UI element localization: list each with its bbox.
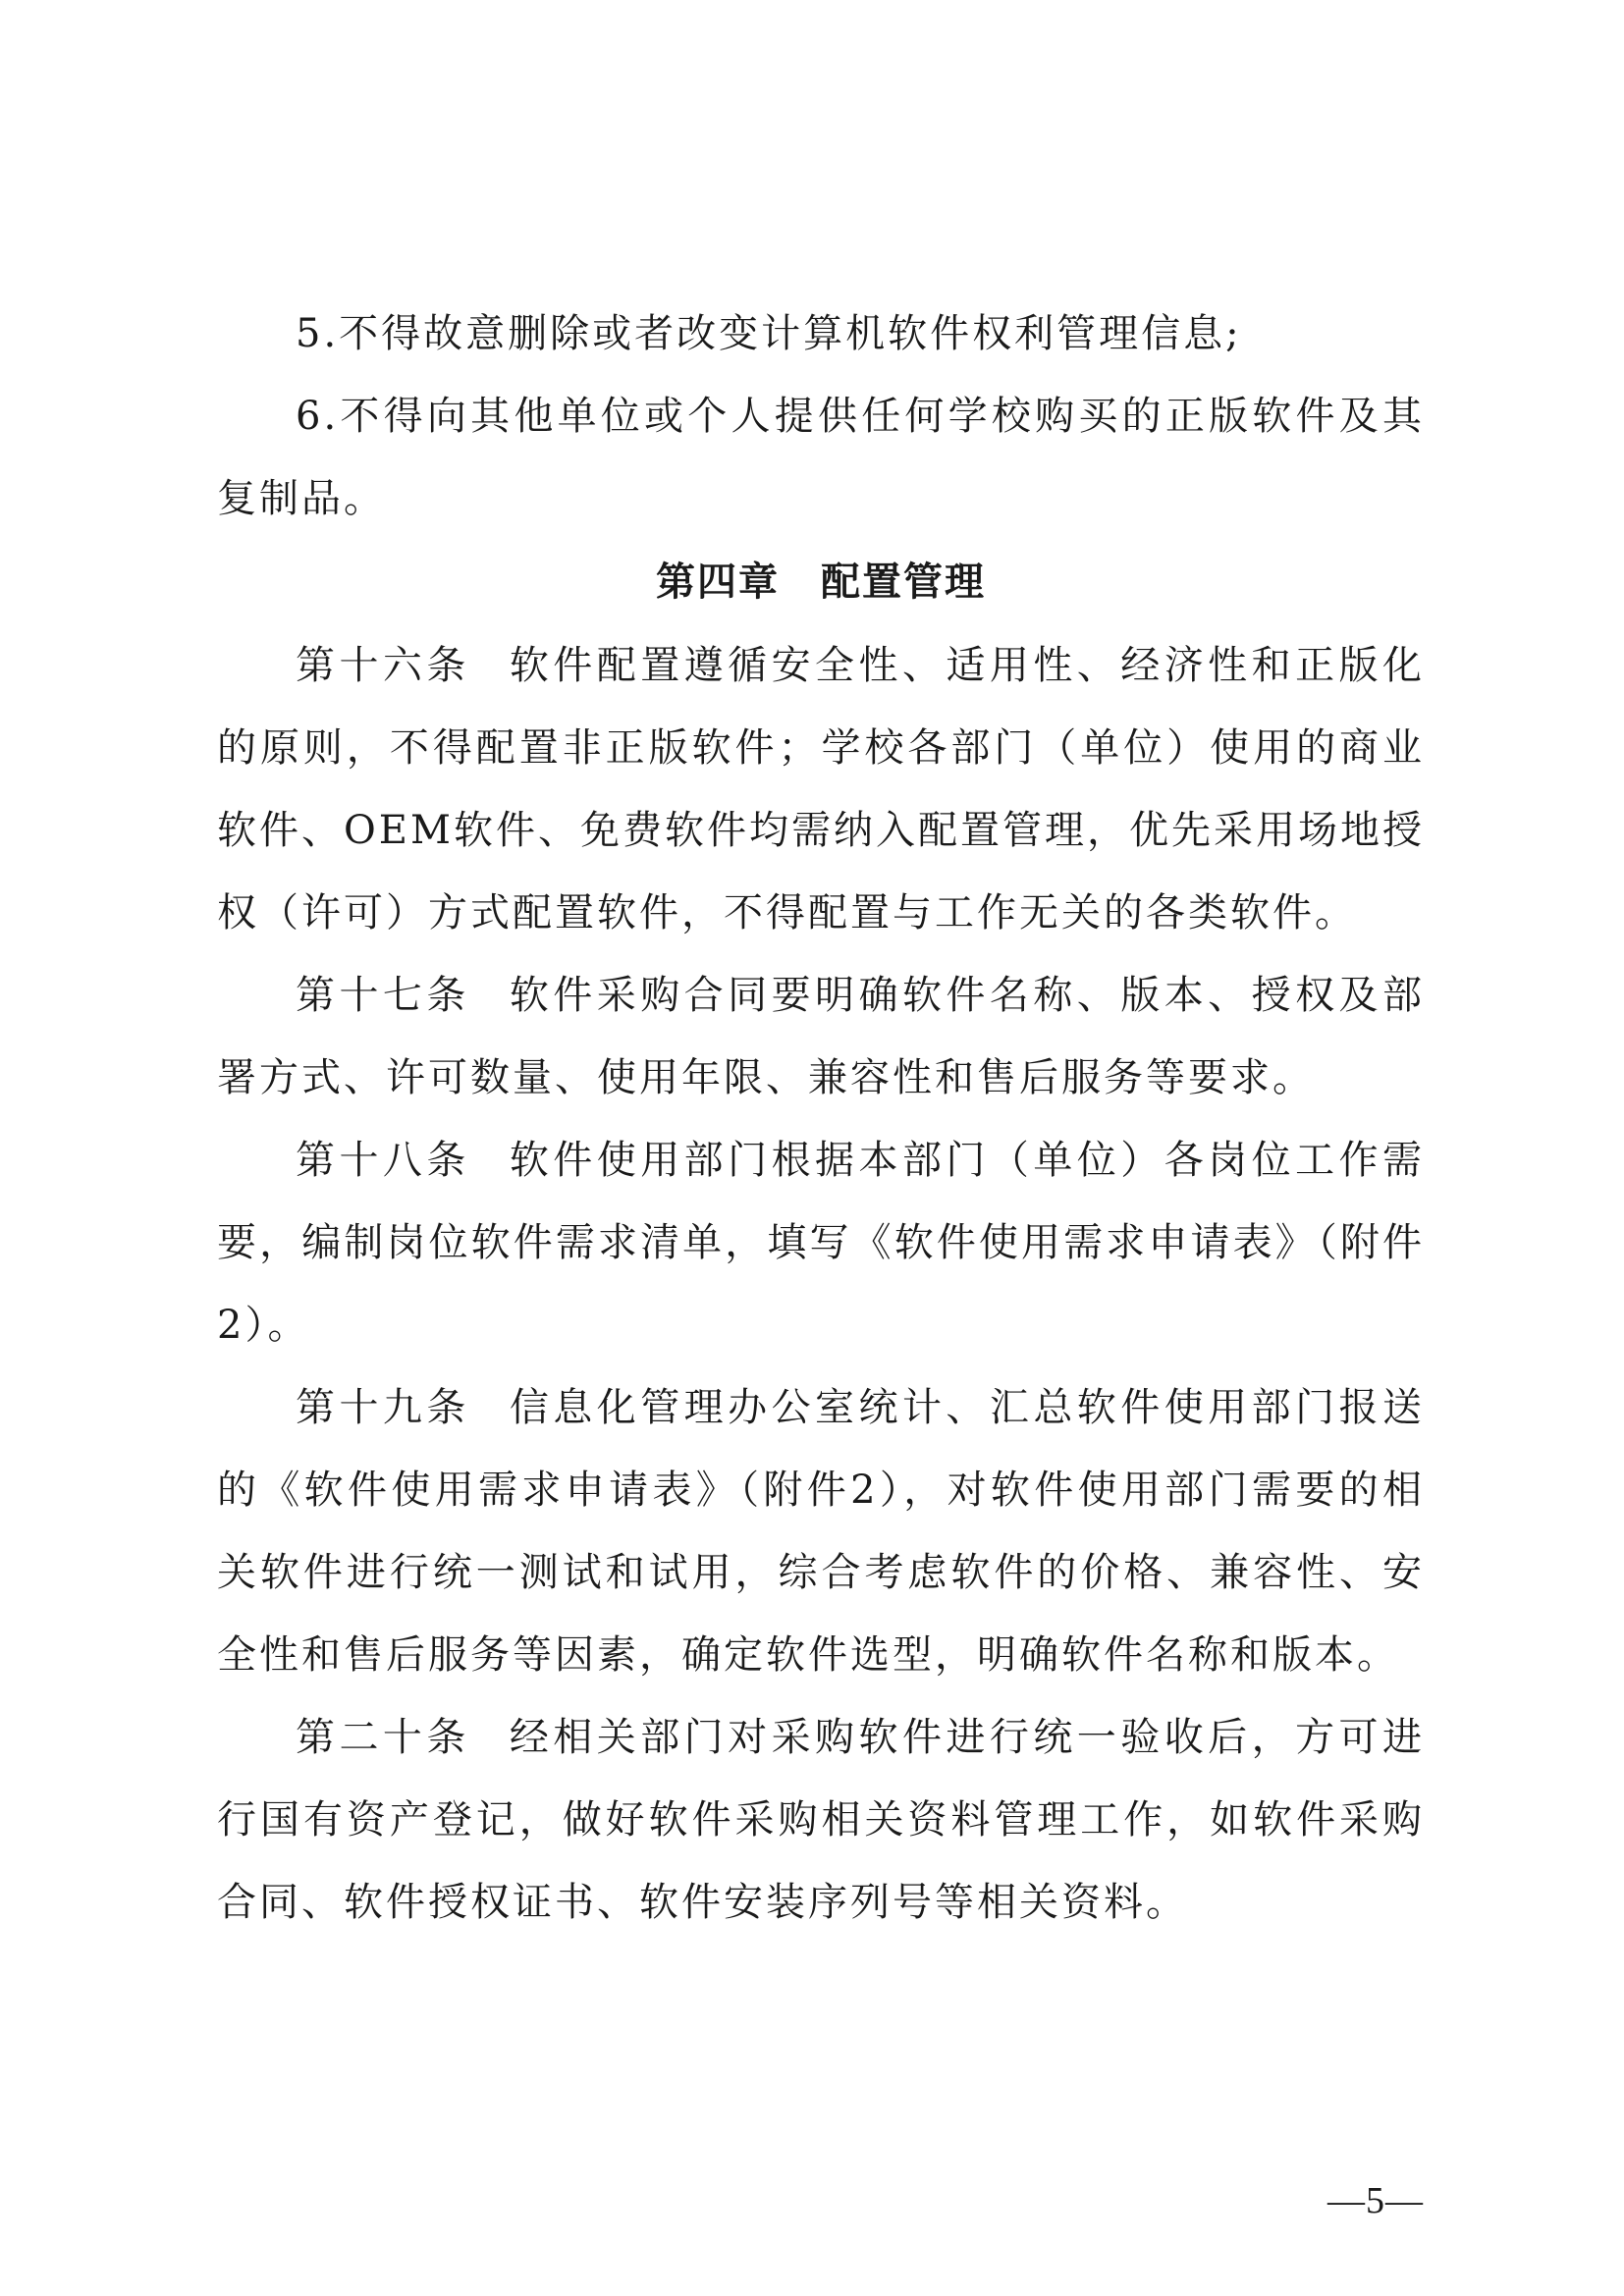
article-number: 第十六条 <box>296 643 470 688</box>
page-number: —5— <box>1327 2180 1424 2221</box>
article-number: 第十七条 <box>296 973 470 1018</box>
article-paragraph <box>217 1696 1425 1944</box>
article-paragraph <box>217 624 1425 954</box>
list-item: 6.不得向其他单位或个人提供任何学校购买的正版软件及其复制品。 <box>217 394 1425 521</box>
article-paragraph <box>217 1119 1425 1366</box>
article-text: 信息化管理办公室统计、汇总软件使用部门报送的《软件使用需求申请表》（附件2），对软件使用部门需要的相关软件进行统一测试和试用，综合考虑软件的价格、兼容性、安全性和售后服务等因素，确定软件选型，明确软件名称和版本。 <box>217 1385 1426 1678</box>
article-text: 软件配置遵循安全性、适用性、经济性和正版化的原则，不得配置非正版软件；学校各部门（单位）使用的商业软件、OEM软件、免费软件均需纳入配置管理，优先采用场地授权（许可）方式配置软件，不得配置与工作无关的各类软件。 <box>217 643 1426 935</box>
article-number: 第十八条 <box>296 1138 470 1183</box>
article-number: 第十九条 <box>296 1385 470 1430</box>
chapter-heading: 第四章 配置管理 <box>656 560 986 605</box>
article-paragraph <box>217 1366 1425 1696</box>
article-text: 软件采购合同要明确软件名称、版本、授权及部署方式、许可数量、使用年限、兼容性和售后服务等要求。 <box>217 973 1426 1100</box>
article-text: 软件使用部门根据本部门（单位）各岗位工作需要，编制岗位软件需求清单，填写《软件使用需求申请表》（附件2）。 <box>217 1138 1426 1348</box>
list-item: 5.不得故意删除或者改变计算机软件权利管理信息; <box>296 311 1242 356</box>
article-paragraph <box>217 954 1425 1119</box>
article-number: 第二十条 <box>296 1715 470 1760</box>
document-body <box>217 293 1425 1944</box>
article-text: 经相关部门对采购软件进行统一验收后，方可进行国有资产登记，做好软件采购相关资料管理工作，如软件采购合同、软件授权证书、软件安装序列号等相关资料。 <box>217 1715 1426 1925</box>
